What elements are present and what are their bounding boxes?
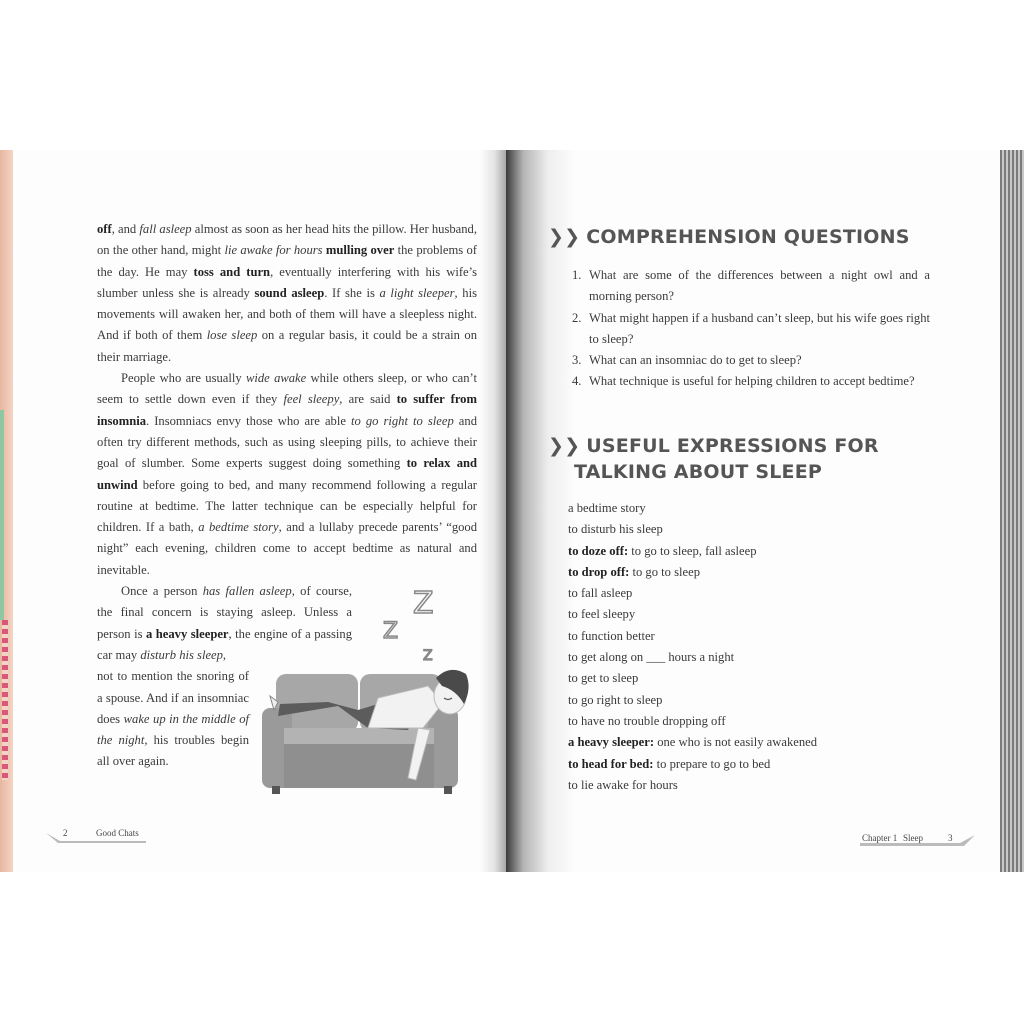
expression-term: to drop off: bbox=[568, 564, 630, 579]
italic-phrase: lie awake for hours bbox=[224, 243, 323, 258]
text-run: not to mention the snoring of a spouse. And if an insomniac does bbox=[97, 669, 249, 726]
expression-item bbox=[568, 775, 868, 796]
expression-item bbox=[568, 604, 868, 625]
italic-phrase: feel sleepy bbox=[283, 392, 340, 407]
question-number: 2. bbox=[572, 310, 582, 325]
question-text: What might happen if a husband can’t sleep, but his wife goes right to sleep? bbox=[589, 310, 930, 346]
page-edge-right bbox=[1000, 150, 1024, 872]
expression-term: to feel sleepy bbox=[568, 607, 636, 622]
snore-z-large: Z bbox=[413, 586, 434, 621]
text-run: , his movements will awaken her, and both of them will have a sleepless night. And if both of them bbox=[97, 285, 477, 343]
chapter-label-footer: Chapter 1 bbox=[862, 833, 898, 843]
text-run: , the engine of a passing car may bbox=[97, 626, 352, 662]
text-run: the problems of the day. He may bbox=[97, 243, 477, 279]
text-run: almost as soon as her head hits the pillow. Her husband, on the other hand, might bbox=[97, 222, 477, 258]
expression-definition: to go to sleep, fall asleep bbox=[628, 543, 757, 558]
text-run: , are said bbox=[339, 392, 397, 407]
text-run: , and bbox=[111, 222, 140, 236]
italic-phrase: disturb his sleep bbox=[140, 647, 223, 662]
text-run: before going to bed, and many recommend following a regular routine at bedtime. The latter technique can be especially helpful for children. If a bath, bbox=[97, 477, 477, 535]
text-run: , eventually interfering with his wife’s slumber unless she is already bbox=[97, 264, 477, 300]
expression-term: to have no trouble dropping off bbox=[568, 713, 726, 728]
comprehension-title: COMPREHENSION QUESTIONS bbox=[586, 226, 910, 248]
page-edge-left bbox=[0, 150, 13, 872]
expression-item bbox=[568, 732, 868, 753]
chevron-double-icon: ❯❯ bbox=[548, 435, 581, 457]
expression-item bbox=[568, 498, 868, 519]
page-number-right: 3 bbox=[948, 833, 953, 843]
snore-z-medium: Z bbox=[383, 619, 399, 644]
text-run: , and a lullaby precede parents’ “good night” each evening, children come to accept bedtime as natural and inevitable. bbox=[97, 520, 478, 577]
text-run: , his troubles begin all over again. bbox=[97, 733, 249, 769]
expression-definition: to prepare to go to bed bbox=[653, 756, 771, 771]
italic-phrase: fall asleep bbox=[139, 222, 192, 236]
page-number-left: 2 bbox=[63, 828, 68, 838]
text-run: Once a person bbox=[121, 584, 203, 599]
sleeping-man-illustration bbox=[258, 578, 488, 798]
bold-phrase: mulling over bbox=[325, 243, 395, 258]
expression-item bbox=[568, 541, 868, 562]
section-label-footer: Sleep bbox=[903, 833, 923, 843]
text-run: . Insomniacs envy those who are able bbox=[146, 413, 351, 428]
comprehension-question bbox=[572, 308, 930, 351]
expression-term: a heavy sleeper: bbox=[568, 735, 655, 750]
expression-term: to function better bbox=[568, 628, 655, 643]
expression-item bbox=[568, 754, 868, 775]
text-run: . If she is bbox=[324, 285, 380, 300]
comprehension-question bbox=[572, 350, 930, 371]
question-text: What technique is useful for helping children to accept bedtime? bbox=[589, 374, 915, 389]
expression-item bbox=[568, 519, 868, 540]
expression-term: to lie awake for hours bbox=[568, 777, 678, 792]
expression-item bbox=[568, 668, 868, 689]
bold-phrase: a heavy sleeper bbox=[145, 626, 229, 641]
book-gutter-right bbox=[506, 150, 576, 872]
expression-term: a bedtime story bbox=[568, 501, 646, 515]
bold-phrase: to suffer from insomnia bbox=[97, 392, 477, 428]
text-run: while others sleep, or who can’t seem to settle down even if they bbox=[97, 371, 478, 407]
comprehension-question bbox=[572, 371, 930, 392]
expression-term: to get to sleep bbox=[568, 671, 639, 686]
expression-item bbox=[568, 647, 868, 668]
question-text: What are some of the differences between a night owl and a morning person? bbox=[589, 268, 930, 304]
book-title-footer: Good Chats bbox=[96, 828, 139, 838]
italic-phrase: to go right to sleep bbox=[350, 413, 454, 428]
text-run: , bbox=[222, 647, 227, 662]
bold-phrase: off bbox=[97, 222, 112, 236]
expressions-title-line1: USEFUL EXPRESSIONS FOR bbox=[586, 435, 879, 457]
text-run: on a regular basis, it could be a strain on their marriage. bbox=[97, 328, 478, 364]
expressions-title-line2: TALKING ABOUT SLEEP bbox=[574, 461, 823, 483]
bold-phrase: toss and turn bbox=[193, 264, 271, 279]
expression-item bbox=[568, 626, 868, 647]
expression-term: to disturb his sleep bbox=[568, 522, 663, 537]
comprehension-heading bbox=[548, 226, 910, 248]
comprehension-question bbox=[572, 265, 930, 308]
snore-z-small: Z bbox=[423, 648, 433, 664]
expression-term: to doze off: bbox=[568, 543, 629, 558]
expression-item bbox=[568, 562, 868, 583]
italic-phrase: lose sleep bbox=[206, 328, 258, 343]
text-run: , of course, the final concern is staying asleep. Unless a person is bbox=[97, 584, 352, 641]
expression-term: to head for bed: bbox=[568, 756, 654, 771]
expression-item bbox=[568, 583, 868, 604]
expression-term: to fall asleep bbox=[568, 586, 633, 601]
italic-phrase: wake up in the middle of the night bbox=[97, 711, 250, 748]
question-text: What can an insomniac do to get to sleep? bbox=[589, 353, 802, 368]
italic-phrase: a light sleeper bbox=[379, 285, 455, 300]
expression-definition: to go to sleep bbox=[629, 564, 700, 579]
expressions-heading bbox=[548, 433, 879, 485]
expression-term: to get along on ___ hours a night bbox=[568, 650, 735, 665]
question-number: 1. bbox=[572, 268, 582, 282]
paragraph-3-end bbox=[97, 666, 249, 772]
italic-phrase: wide awake bbox=[245, 371, 307, 386]
bold-phrase: sound asleep bbox=[254, 285, 325, 300]
paragraph-2 bbox=[97, 368, 477, 581]
question-number: 4. bbox=[572, 374, 582, 389]
expression-term: to go right to sleep bbox=[568, 692, 663, 707]
expression-definition: one who is not easily awakened bbox=[654, 735, 818, 750]
question-number: 3. bbox=[572, 353, 582, 368]
expressions-list bbox=[568, 498, 868, 796]
italic-phrase: a bedtime story bbox=[198, 520, 279, 535]
comprehension-question-list bbox=[572, 265, 930, 393]
expression-item bbox=[568, 690, 868, 711]
expression-item bbox=[568, 711, 868, 732]
paragraph-1 bbox=[97, 219, 477, 368]
chevron-double-icon: ❯❯ bbox=[548, 226, 581, 248]
italic-phrase: has fallen asleep bbox=[202, 584, 292, 599]
text-run: and often try different methods, such as using sleeping pills, to achieve their goal of slumber. Some experts suggest doing something bbox=[97, 413, 477, 471]
bold-phrase: to relax and unwind bbox=[97, 456, 477, 492]
text-run: People who are usually bbox=[121, 371, 246, 386]
